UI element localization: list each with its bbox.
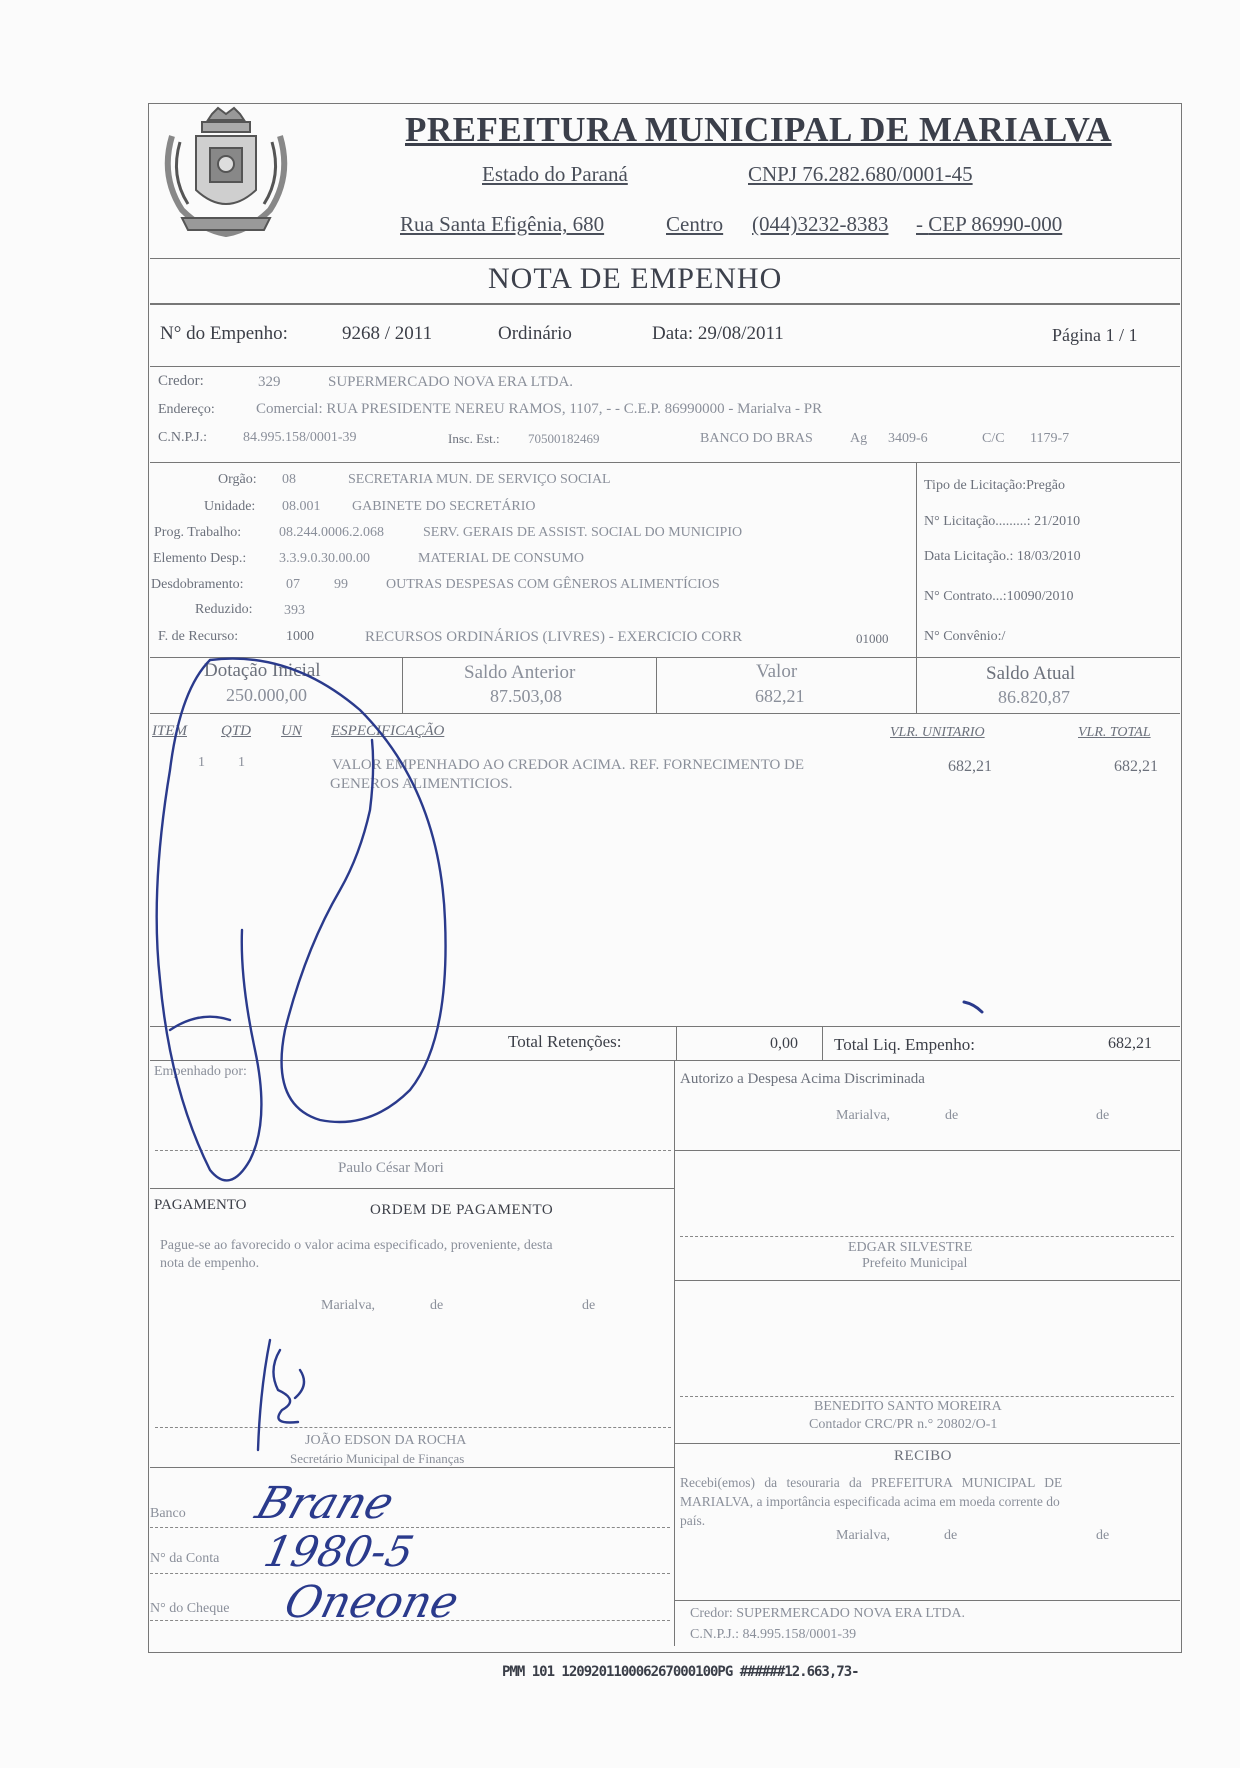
retencoes-value: 0,00 bbox=[770, 1035, 798, 1052]
page-indicator: Página 1 / 1 bbox=[1052, 325, 1138, 345]
licitacao-data: Data Licitação.: 18/03/2010 bbox=[924, 549, 1081, 564]
header-address: Rua Santa Efigênia, 680 bbox=[400, 212, 605, 236]
cheque-handwritten: Oneone bbox=[279, 1577, 464, 1628]
pagamento-city: Marialva, bbox=[321, 1298, 376, 1313]
valor-value: 682,21 bbox=[755, 686, 805, 706]
agency-value: 3409-6 bbox=[888, 431, 928, 446]
page-title: PREFEITURA MUNICIPAL DE MARIALVA bbox=[405, 110, 1112, 149]
banco-handwritten: Brane bbox=[249, 1478, 401, 1529]
table-row-total: 682,21 bbox=[1114, 758, 1158, 775]
reduzido-value: 393 bbox=[284, 603, 305, 618]
cnpj-value: 84.995.158/0001-39 bbox=[243, 430, 357, 445]
state-label: Estado do Paraná bbox=[482, 162, 628, 186]
liquido-label: Total Liq. Empenho: bbox=[834, 1035, 975, 1054]
header-district: Centro bbox=[666, 212, 724, 236]
banco-label: Banco bbox=[150, 1506, 186, 1521]
empenho-date: Data: 29/08/2011 bbox=[652, 323, 784, 344]
recibo-city: Marialva, bbox=[836, 1528, 891, 1543]
prog-value: SERV. GERAIS DE ASSIST. SOCIAL DO MUNICIPIO bbox=[423, 525, 743, 540]
recibo-cnpj: C.N.P.J.: 84.995.158/0001-39 bbox=[690, 1627, 857, 1642]
table-row-spec-2: GENEROS ALIMENTICIOS. bbox=[330, 776, 513, 792]
saldo-anterior-label: Saldo Anterior bbox=[464, 662, 576, 683]
dotacao-label: Dotação Inicial bbox=[204, 660, 321, 681]
recibo-de-2: de bbox=[1096, 1528, 1110, 1543]
valor-label: Valor bbox=[756, 661, 798, 682]
table-row-unit: 682,21 bbox=[948, 758, 992, 775]
licitacao-tipo: Tipo de Licitação:Pregão bbox=[924, 478, 1066, 493]
recurso-value: RECURSOS ORDINÁRIOS (LIVRES) - EXERCICIO CORR bbox=[365, 629, 743, 645]
elemento-value: MATERIAL DE CONSUMO bbox=[418, 551, 584, 566]
recibo-text-2: MARIALVA, a importância especificada acima em moeda corrente do bbox=[680, 1494, 1060, 1509]
conta-label: N° da Conta bbox=[150, 1551, 220, 1566]
empenho-number: 9268 / 2011 bbox=[342, 323, 433, 344]
pagamento-text-2: nota de empenho. bbox=[160, 1256, 260, 1271]
ordem-pagamento-label: ORDEM DE PAGAMENTO bbox=[370, 1202, 554, 1218]
coat-of-arms-logo bbox=[152, 106, 300, 246]
empenho-type: Ordinário bbox=[498, 323, 572, 344]
unidade-code: 08.001 bbox=[282, 499, 321, 514]
cheque-label: N° do Cheque bbox=[150, 1601, 230, 1616]
elemento-label: Elemento Desp.: bbox=[153, 551, 247, 566]
header-cnpj: CNPJ 76.282.680/0001-45 bbox=[748, 162, 973, 186]
prefeito-role: Prefeito Municipal bbox=[862, 1256, 968, 1271]
convenio-numero: N° Convênio:/ bbox=[924, 629, 1006, 644]
table-row-qtd: 1 bbox=[238, 755, 245, 770]
col-vlr-unitario: VLR. UNITARIO bbox=[890, 725, 985, 740]
prefeito-name: EDGAR SILVESTRE bbox=[848, 1240, 973, 1255]
signature-secretario bbox=[240, 1330, 340, 1460]
orgao-value: SECRETARIA MUN. DE SERVIÇO SOCIAL bbox=[348, 472, 611, 487]
autorizo-de-2: de bbox=[1096, 1108, 1110, 1123]
bank-name: BANCO DO BRAS bbox=[700, 431, 813, 446]
insc-value: 70500182469 bbox=[528, 431, 600, 446]
table-row-item: 1 bbox=[198, 755, 205, 770]
insc-label: Insc. Est.: bbox=[448, 431, 500, 446]
unidade-label: Unidade: bbox=[204, 499, 256, 514]
recibo-title: RECIBO bbox=[894, 1448, 953, 1464]
desdobramento-sub: 99 bbox=[334, 577, 348, 592]
autorizo-de-1: de bbox=[945, 1108, 959, 1123]
liquido-value: 682,21 bbox=[1108, 1035, 1152, 1052]
empenho-label: N° do Empenho: bbox=[160, 323, 288, 344]
agency-label: Ag bbox=[850, 431, 868, 446]
conta-handwritten: 1980-5 bbox=[259, 1527, 419, 1576]
secretario-role: Secretário Municipal de Finanças bbox=[290, 1451, 465, 1466]
col-especificacao: ESPECIFICAÇÃO bbox=[331, 723, 445, 739]
col-qtd: QTD bbox=[221, 723, 252, 739]
retencoes-label: Total Retenções: bbox=[508, 1032, 622, 1051]
account-value: 1179-7 bbox=[1030, 431, 1070, 446]
col-vlr-total: VLR. TOTAL bbox=[1078, 725, 1151, 740]
endereco-label: Endereço: bbox=[158, 402, 215, 417]
saldo-anterior-value: 87.503,08 bbox=[490, 686, 562, 706]
pagamento-text-1: Pague-se ao favorecido o valor acima especificado, proveniente, desta bbox=[160, 1238, 553, 1253]
contrato-numero: N° Contrato...:10090/2010 bbox=[924, 589, 1074, 604]
dotacao-value: 250.000,00 bbox=[226, 685, 307, 705]
saldo-atual-value: 86.820,87 bbox=[998, 687, 1070, 707]
recibo-text-1: Recebi(emos) da tesouraria da PREFEITURA MUNICIPAL DE bbox=[680, 1475, 1063, 1490]
desdobramento-value: OUTRAS DESPESAS COM GÊNEROS ALIMENTÍCIOS bbox=[386, 577, 720, 592]
pagamento-label: PAGAMENTO bbox=[154, 1197, 247, 1213]
empenhado-name: Paulo César Mori bbox=[338, 1160, 444, 1176]
pagamento-de-2: de bbox=[582, 1298, 596, 1313]
licitacao-numero: N° Licitação.........: 21/2010 bbox=[924, 514, 1081, 529]
elemento-code: 3.3.9.0.30.00.00 bbox=[279, 551, 370, 566]
recurso-code: 1000 bbox=[286, 629, 314, 644]
pen-mark bbox=[960, 998, 990, 1018]
signature-flourish bbox=[140, 650, 480, 1210]
empenhado-label: Empenhado por: bbox=[154, 1064, 247, 1079]
col-item: ITEM bbox=[152, 723, 187, 739]
orgao-label: Orgão: bbox=[218, 472, 257, 487]
desdobramento-code: 07 bbox=[286, 577, 300, 592]
reduzido-label: Reduzido: bbox=[195, 602, 253, 617]
desdobramento-label: Desdobramento: bbox=[151, 577, 244, 592]
footer-code: PMM 101 120920110006267000100PG ######12.663,73- bbox=[502, 1664, 859, 1680]
col-un: UN bbox=[281, 723, 302, 739]
unidade-value: GABINETE DO SECRETÁRIO bbox=[352, 499, 536, 514]
header-cep: - CEP 86990-000 bbox=[916, 212, 1063, 236]
pagamento-de-1: de bbox=[430, 1298, 444, 1313]
recibo-credor: Credor: SUPERMERCADO NOVA ERA LTDA. bbox=[690, 1606, 965, 1621]
endereco-value: Comercial: RUA PRESIDENTE NEREU RAMOS, 1107, - - C.E.P. 86990000 - Marialva - PR bbox=[256, 401, 823, 417]
orgao-code: 08 bbox=[282, 472, 296, 487]
saldo-atual-label: Saldo Atual bbox=[986, 663, 1076, 684]
recibo-text-3: país. bbox=[680, 1513, 706, 1528]
recibo-de-1: de bbox=[944, 1528, 958, 1543]
header-phone: (044)3232-8383 bbox=[752, 212, 889, 236]
credor-code: 329 bbox=[258, 374, 281, 390]
prog-label: Prog. Trabalho: bbox=[154, 525, 242, 540]
autorizo-city: Marialva, bbox=[836, 1108, 891, 1123]
recurso-code-2: 01000 bbox=[856, 631, 889, 646]
table-row-spec-1: VALOR EMPENHADO AO CREDOR ACIMA. REF. FORNECIMENTO DE bbox=[332, 757, 805, 773]
autorizo-label: Autorizo a Despesa Acima Discriminada bbox=[680, 1071, 925, 1087]
account-label: C/C bbox=[982, 431, 1005, 446]
contador-name: BENEDITO SANTO MOREIRA bbox=[814, 1399, 1002, 1414]
cnpj-label: C.N.P.J.: bbox=[158, 430, 208, 445]
credor-label: Credor: bbox=[158, 373, 204, 389]
doc-title: NOTA DE EMPENHO bbox=[488, 262, 783, 295]
credor-name: SUPERMERCADO NOVA ERA LTDA. bbox=[328, 374, 574, 390]
recurso-label: F. de Recurso: bbox=[158, 629, 239, 644]
contador-role: Contador CRC/PR n.° 20802/O-1 bbox=[809, 1417, 998, 1432]
secretario-name: JOÃO EDSON DA ROCHA bbox=[305, 1433, 467, 1448]
prog-code: 08.244.0006.2.068 bbox=[279, 525, 384, 540]
